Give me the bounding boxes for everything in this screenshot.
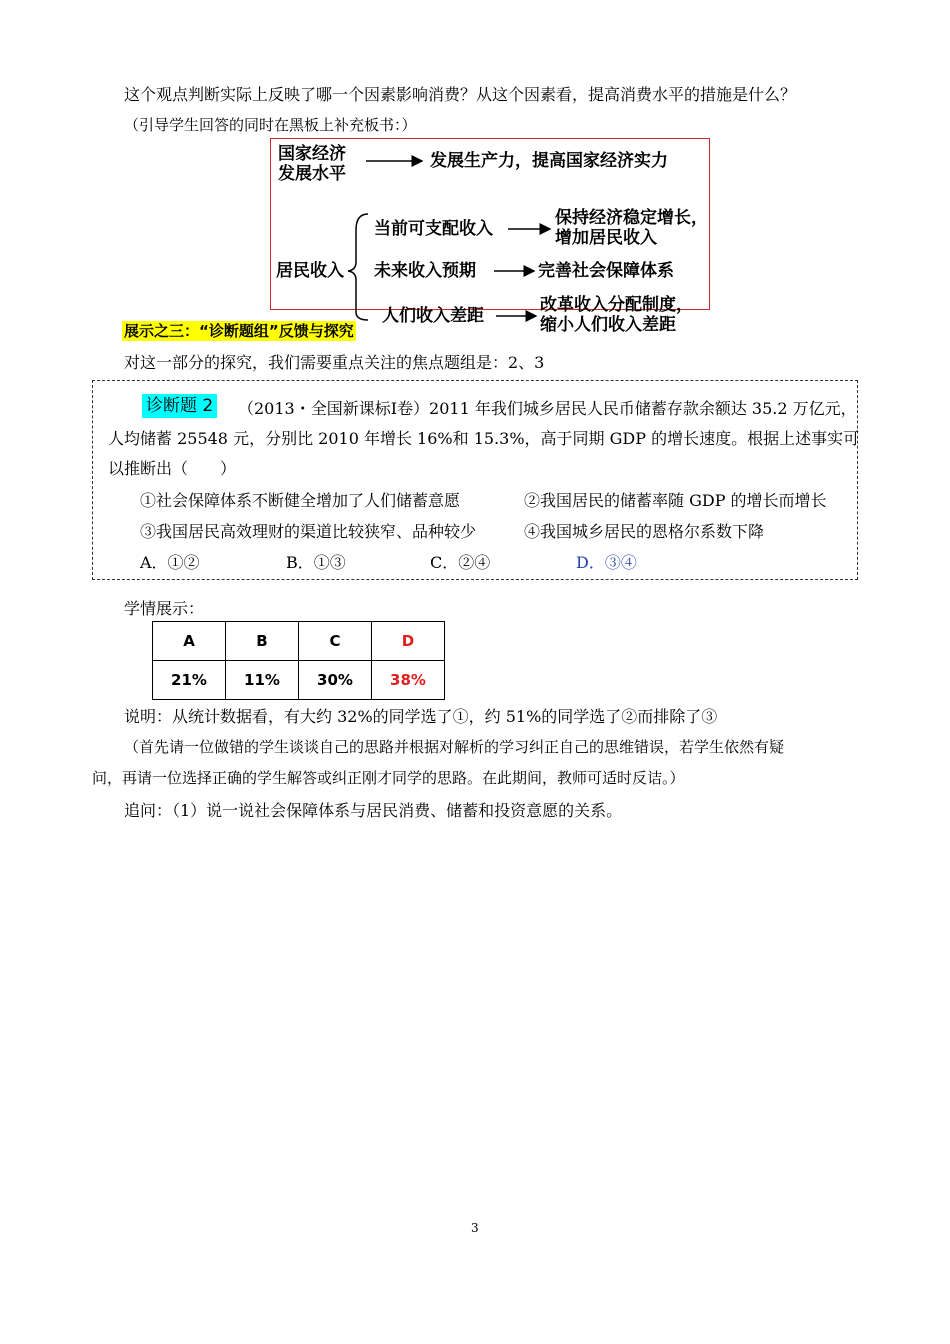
- diagram-sub2-measure: 完善社会保障体系: [538, 261, 674, 281]
- diagram-factor1-line1: 国家经济: [278, 144, 346, 164]
- stats-label: 学情展示：: [124, 599, 205, 618]
- choice-a: A．①②: [140, 553, 200, 572]
- section-title-text: 展示之三：“诊断题组”反馈与探究: [124, 322, 354, 340]
- diagram-factor2: 居民收入: [276, 261, 344, 281]
- option-1: ①社会保障体系不断健全增加了人们储蓄意愿: [140, 491, 461, 510]
- focus-line: 对这一部分的探究，我们需要重点关注的焦点题组是：2、3: [124, 353, 545, 372]
- choice-d: D．③④: [576, 553, 637, 572]
- stats-value-d: 38%: [372, 661, 445, 700]
- stats-header-b: B: [226, 622, 299, 661]
- choice-b: B．①③: [286, 553, 346, 572]
- diagram-sub1: 当前可支配收入: [374, 219, 493, 239]
- stats-header-c: C: [299, 622, 372, 661]
- diagram-sub1-measure-line1: 保持经济稳定增长，: [555, 208, 708, 228]
- stats-header-d: D: [372, 622, 445, 661]
- question-label-text: 诊断题 2: [142, 394, 217, 418]
- paren-line2: 问，再请一位选择正确的学生解答或纠正刚才同学的思路。在此期间，教师可适时反诘。）: [92, 769, 685, 787]
- option-3: ③我国居民高效理财的渠道比较狭窄、品种较少: [140, 522, 477, 541]
- diagram-sub3-measure-line2: 缩小人们收入差距: [540, 315, 676, 335]
- question-label: [142, 391, 217, 416]
- diagram-factor1-line2: 发展水平: [278, 164, 346, 184]
- question-line3: 以推断出（ ）: [108, 459, 237, 478]
- stats-value-a: 21%: [153, 661, 226, 700]
- stats-value-c: 30%: [299, 661, 372, 700]
- diagram-sub3-measure-line1: 改革收入分配制度，: [540, 295, 693, 315]
- diagram-sub1-measure-line2: 增加居民收入: [555, 228, 657, 248]
- section-title: [122, 320, 356, 341]
- brace: [348, 214, 368, 320]
- note-line: 说明：从统计数据看，有大约 32%的同学选了①，约 51%的同学选了②而排除了③: [124, 707, 718, 726]
- stats-value-b: 11%: [226, 661, 299, 700]
- question-line2: 人均储蓄 25548 元，分别比 2010 年增长 16%和 15.3%，高于同期 GDP 的增长速度。根据上述事实可: [108, 429, 860, 448]
- option-4: ④我国城乡居民的恩格尔系数下降: [524, 522, 765, 541]
- followup-line: 追问：（1）说一说社会保障体系与居民消费、储蓄和投资意愿的关系。: [124, 801, 623, 820]
- stats-value-row: [153, 661, 445, 700]
- diagram-factor1-measure: 发展生产力，提高国家经济实力: [430, 151, 668, 171]
- choice-c: C．②④: [430, 553, 491, 572]
- paren-line1: （首先请一位做错的学生谈谈自己的思路并根据对解析的学习纠正自己的思维错误，若学生依然有疑: [124, 738, 785, 756]
- guide-line: （引导学生回答的同时在黑板上补充板书：）: [124, 116, 417, 134]
- question-line1: （2013・全国新课标Ⅰ卷）2011 年我们城乡居民人民币储蓄存款余额达 35.2 万亿元，: [238, 399, 857, 418]
- question-line: 这个观点判断实际上反映了哪一个因素影响消费？从这个因素看，提高消费水平的措施是什么？: [124, 85, 797, 104]
- stats-header-row: [153, 622, 445, 661]
- diagram-sub2: 未来收入预期: [374, 261, 476, 281]
- option-2: ②我国居民的储蓄率随 GDP 的增长而增长: [524, 491, 827, 510]
- stats-table: [152, 621, 445, 700]
- diagram-sub3: 人们收入差距: [382, 306, 484, 326]
- stats-header-a: A: [153, 622, 226, 661]
- page-number: 3: [471, 1221, 479, 1235]
